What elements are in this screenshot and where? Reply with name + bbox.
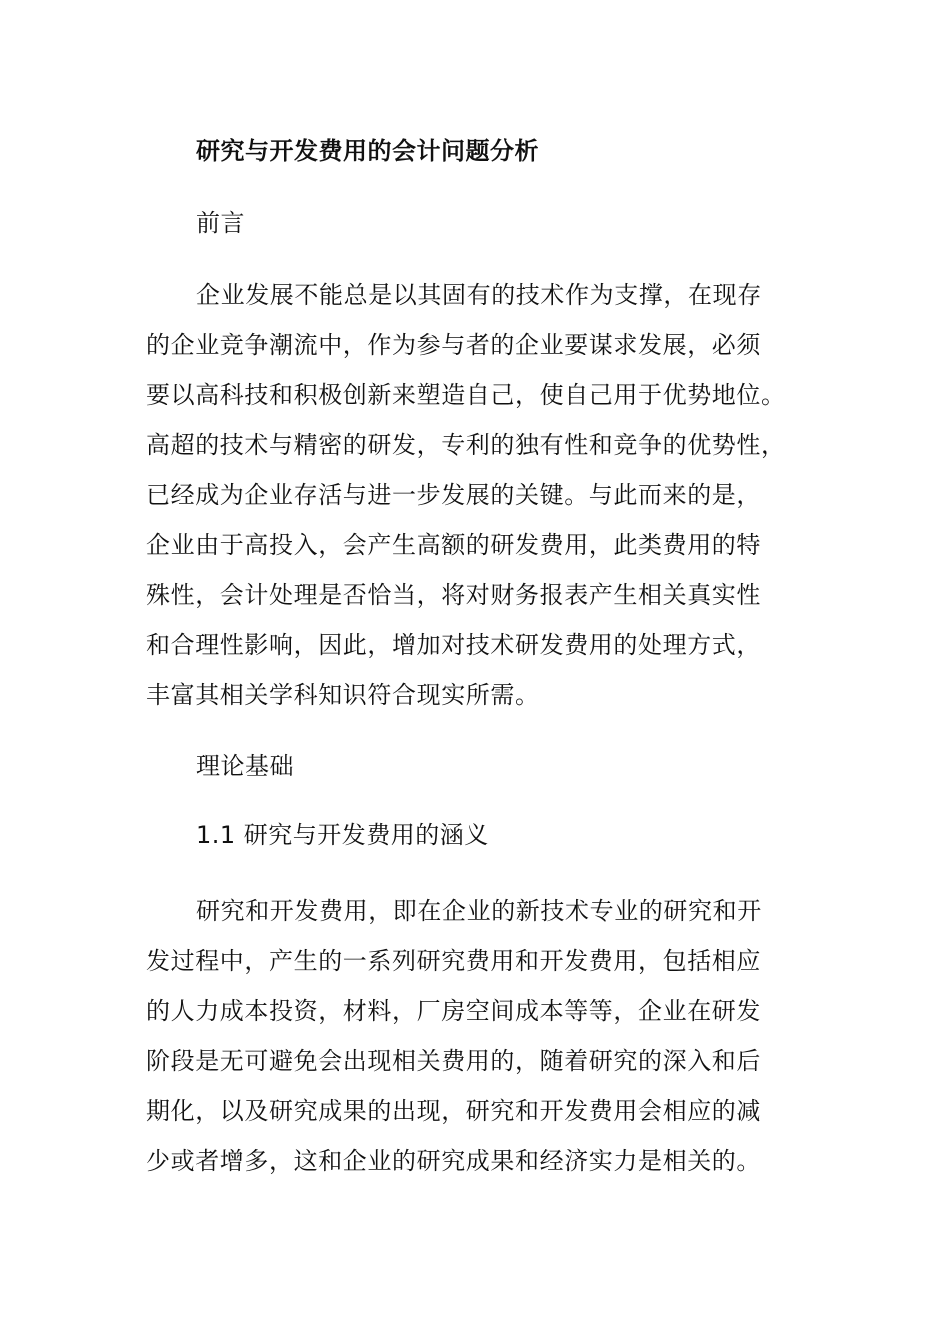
paragraph-line: 要以高科技和积极创新来塑造自己，使自己用于优势地位。 xyxy=(146,381,786,409)
document-title: 研究与开发费用的会计问题分析 xyxy=(196,137,539,165)
paragraph-line: 已经成为企业存活与进一步发展的关键。与此而来的是， xyxy=(146,481,761,509)
definition-paragraph xyxy=(146,886,806,1186)
paragraph-line: 丰富其相关学科知识符合现实所需。 xyxy=(146,681,540,709)
preface-paragraph xyxy=(146,270,806,720)
paragraph-line: 期化，以及研究成果的出现，研究和开发费用会相应的减 xyxy=(146,1097,761,1125)
paragraph-line: 和合理性影响，因此，增加对技术研发费用的处理方式， xyxy=(146,631,761,659)
subsection-heading: 1.1 研究与开发费用的涵义 xyxy=(196,821,489,849)
preface-heading: 前言 xyxy=(196,209,245,237)
paragraph-line: 殊性，会计处理是否恰当，将对财务报表产生相关真实性 xyxy=(146,581,761,609)
paragraph-line: 发过程中，产生的一系列研究费用和开发费用，包括相应 xyxy=(146,947,761,975)
paragraph-line: 企业由于高投入，会产生高额的研发费用，此类费用的特 xyxy=(146,531,761,559)
paragraph-line: 的企业竞争潮流中，作为参与者的企业要谋求发展，必须 xyxy=(146,331,761,359)
theory-heading: 理论基础 xyxy=(196,752,294,780)
paragraph-line: 的人力成本投资，材料，厂房空间成本等等，企业在研发 xyxy=(146,997,761,1025)
paragraph-line: 阶段是无可避免会出现相关费用的，随着研究的深入和后 xyxy=(146,1047,761,1075)
paragraph-line: 少或者增多，这和企业的研究成果和经济实力是相关的。 xyxy=(146,1147,761,1175)
paragraph-line: 企业发展不能总是以其固有的技术作为支撑，在现存 xyxy=(196,281,762,309)
paragraph-line: 研究和开发费用，即在企业的新技术专业的研究和开 xyxy=(196,897,762,925)
paragraph-line: 高超的技术与精密的研发，专利的独有性和竞争的优势性， xyxy=(146,431,786,459)
